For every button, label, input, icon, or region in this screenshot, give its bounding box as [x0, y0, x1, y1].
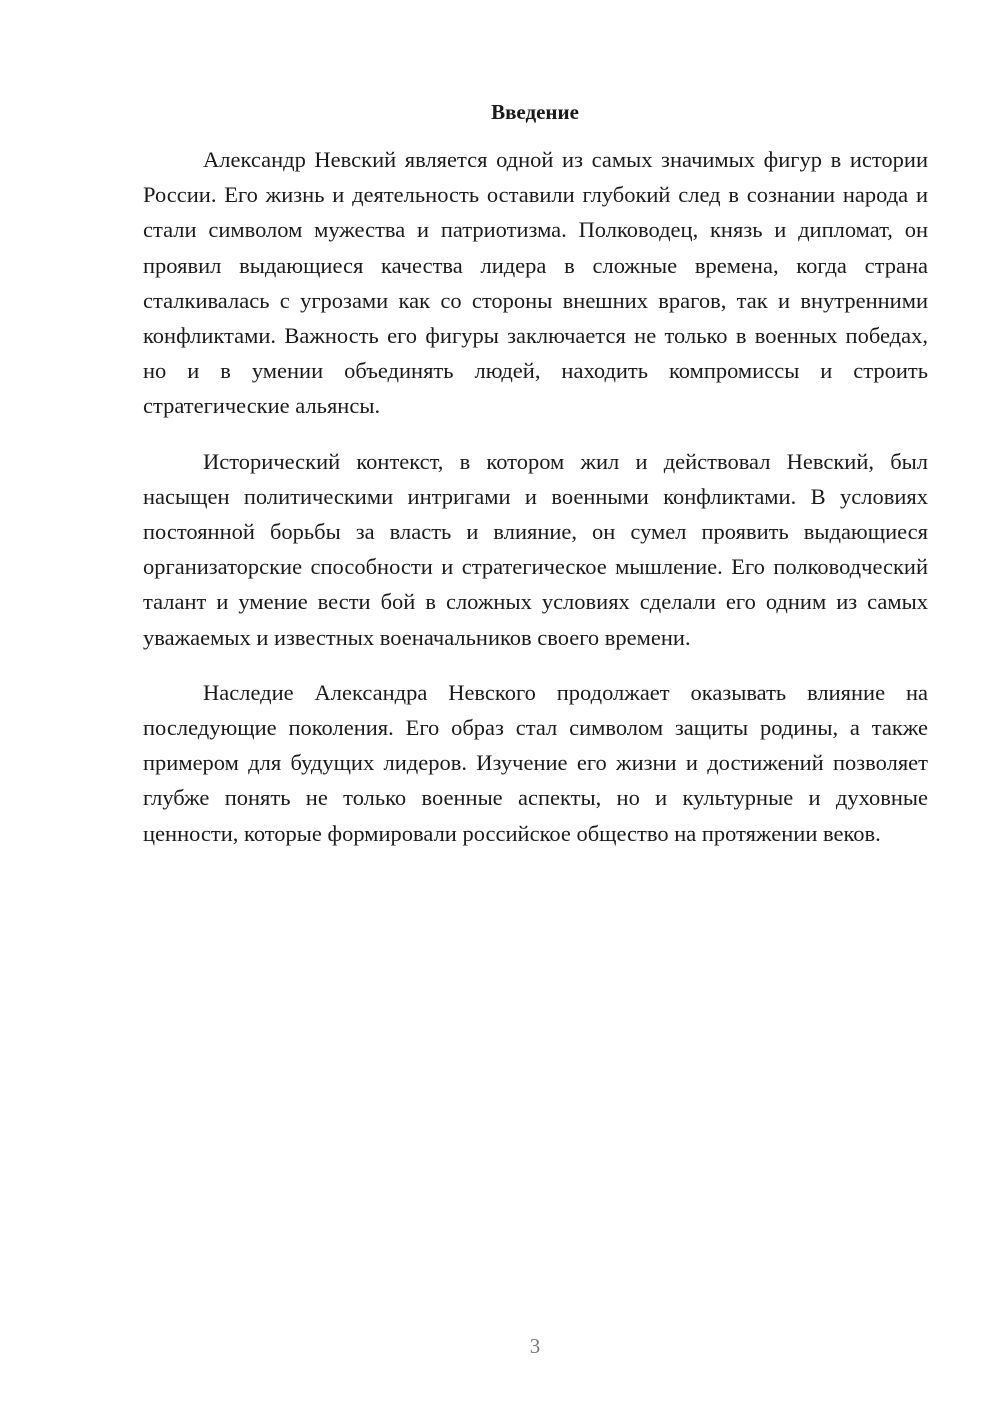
page-title: Введение — [491, 100, 579, 124]
body-text — [143, 142, 928, 871]
page-number: 3 — [529, 1334, 541, 1358]
paragraph-2: Исторический контекст, в котором жил и действовал Невский, был насыщен политическими интригами и военными конфликтами. В условиях постоянной борьбы за власть и влияние, он сумел проявить выдающиеся организаторские способности и стратегическое мышление. Его полководческий талант и умение вести бой в сложных условиях сделали его одним из самых уважаемых и известных военачальников своего времени. — [143, 448, 928, 650]
paragraph-3: Наследие Александра Невского продолжает оказывать влияние на последующие поколения. Его образ стал символом защиты родины, а также примером для будущих лидеров. Изучение его жизни и достижений позволяет глубже понять не только военные аспекты, но и культурные и духовные ценности, которые формировали российское общество на протяжении веков. — [143, 679, 928, 846]
paragraph-1: Александр Невский является одной из самых значимых фигур в истории России. Его жизнь и деятельность оставили глубокий след в сознании народа и стали символом мужества и патриотизма. Полководец, князь и дипломат, он проявил выдающиеся качества лидера в сложные времена, когда страна сталкивалась с угрозами как со стороны внешних врагов, так и внутренними конфликтами. Важность его фигуры заключается не только в военных победах, но и в умении объединять людей, находить компромиссы и строить стратегические альянсы. — [143, 147, 928, 419]
